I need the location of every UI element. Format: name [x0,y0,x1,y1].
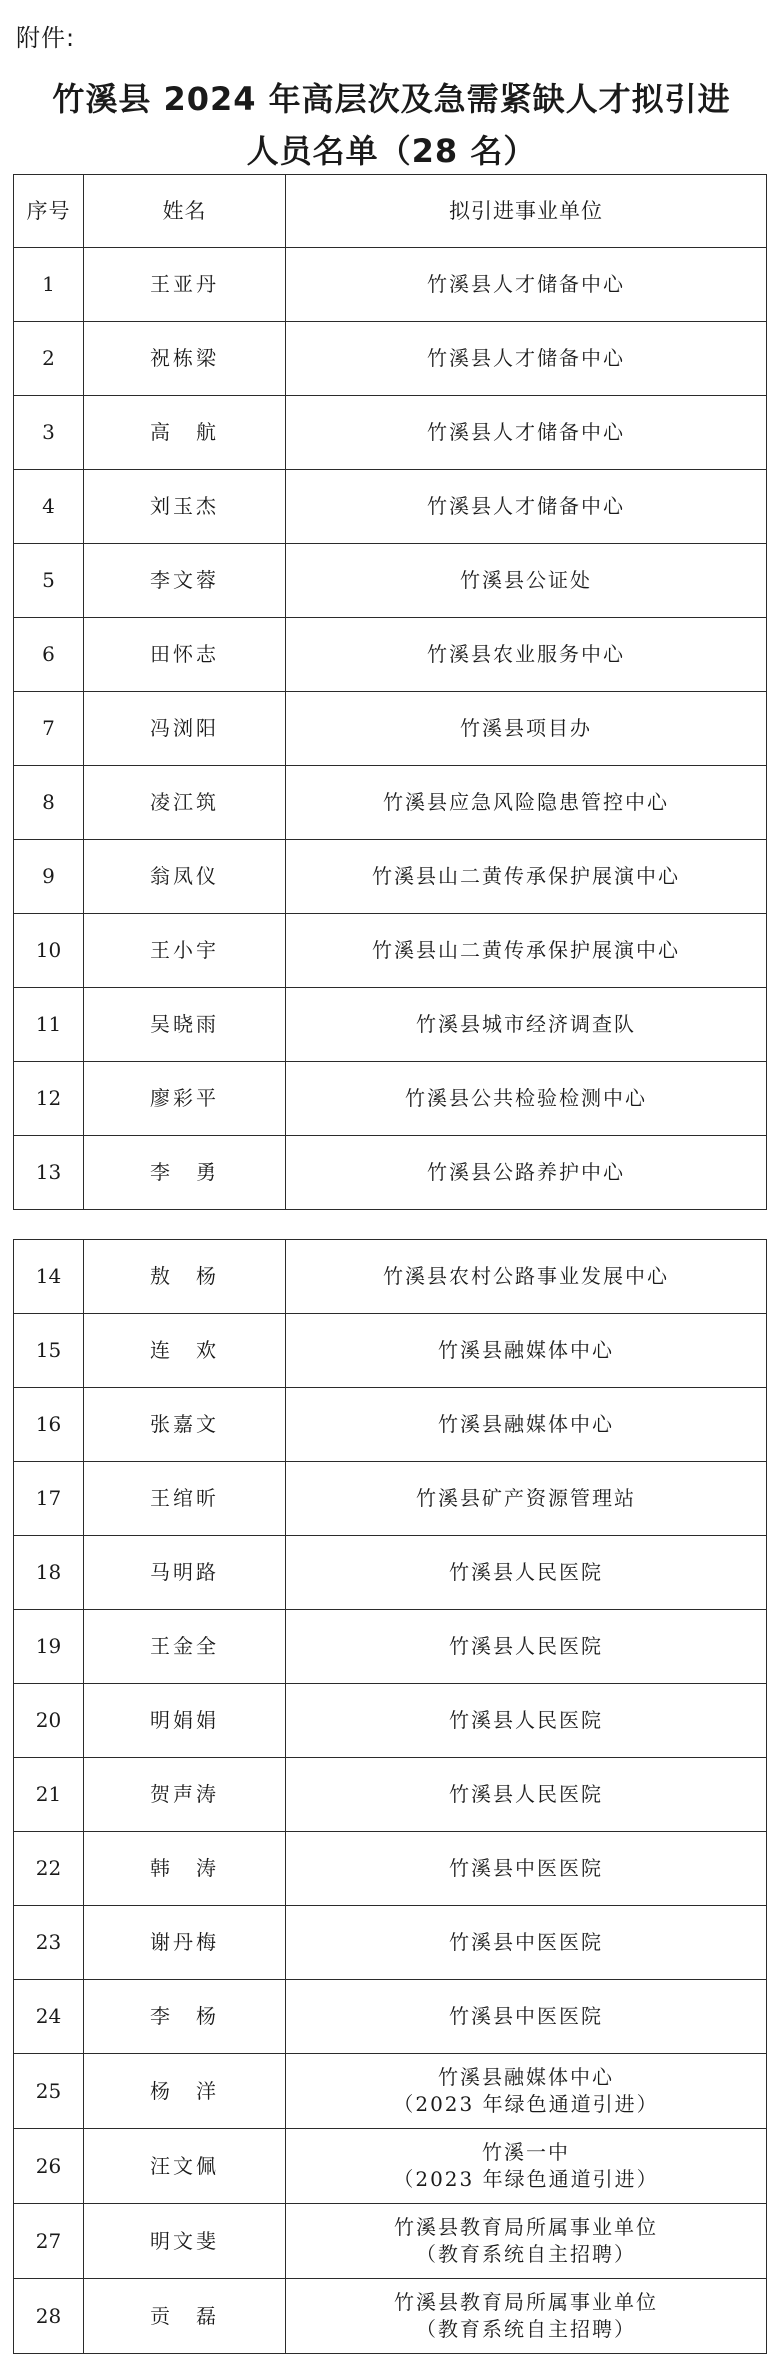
row-unit-line: 竹溪县人才储备中心 [427,494,625,518]
row-unit [286,1906,767,1980]
table-row [14,1536,767,1610]
row-unit-line: 竹溪县矿产资源管理站 [416,1486,636,1510]
row-index: 24 [14,1980,84,2054]
row-unit [286,1062,767,1136]
table-row [14,1240,767,1314]
table-row [14,1980,767,2054]
table-row [14,2204,767,2279]
table-row [14,1684,767,1758]
row-unit [286,1610,767,1684]
row-name: 韩 涛 [84,1832,286,1906]
row-unit-line: 竹溪县融媒体中心 [438,1338,614,1362]
row-index: 5 [14,544,84,618]
row-name: 吴晓雨 [84,988,286,1062]
row-unit [286,470,767,544]
row-name: 凌江筑 [84,766,286,840]
row-name: 翁凤仪 [84,840,286,914]
row-unit-line: 竹溪县中医医院 [449,1930,603,1954]
row-unit [286,2279,767,2354]
row-name: 马明路 [84,1536,286,1610]
row-unit [286,766,767,840]
table-row [14,544,767,618]
row-unit-line: 竹溪县人民医院 [449,1708,603,1732]
row-index: 2 [14,322,84,396]
table-row [14,914,767,988]
row-unit-line: 竹溪县农村公路事业发展中心 [383,1264,669,1288]
row-unit [286,248,767,322]
row-name: 刘玉杰 [84,470,286,544]
table-row [14,2129,767,2204]
row-unit-line: 竹溪县中医医院 [449,1856,603,1880]
table-row [14,396,767,470]
row-index: 28 [14,2279,84,2354]
row-unit-line: 竹溪县山二黄传承保护展演中心 [372,864,680,888]
row-unit-line: 竹溪县项目办 [460,716,592,740]
row-unit [286,2129,767,2204]
table-row [14,1462,767,1536]
row-name: 王绾昕 [84,1462,286,1536]
row-name: 王亚丹 [84,248,286,322]
row-index: 18 [14,1536,84,1610]
row-unit-line: 竹溪县山二黄传承保护展演中心 [372,938,680,962]
row-name: 李 勇 [84,1136,286,1210]
row-index: 16 [14,1388,84,1462]
row-name: 贡 磊 [84,2279,286,2354]
row-name: 谢丹梅 [84,1906,286,1980]
table-row [14,766,767,840]
page-title-line-1: 竹溪县 2024 年高层次及急需紧缺人才拟引进 [52,80,731,118]
row-unit [286,1980,767,2054]
row-name: 冯浏阳 [84,692,286,766]
table-header-row [14,175,767,248]
row-name: 王金全 [84,1610,286,1684]
row-index: 26 [14,2129,84,2204]
row-name: 李文蓉 [84,544,286,618]
row-name: 王小宇 [84,914,286,988]
row-unit [286,618,767,692]
row-unit [286,544,767,618]
row-unit-line: 竹溪县人民医院 [449,1560,603,1584]
row-unit-line: （教育系统自主招聘） [416,2242,636,2266]
row-index: 14 [14,1240,84,1314]
table-row [14,1314,767,1388]
row-index: 12 [14,1062,84,1136]
header-name: 姓名 [84,175,286,248]
table-row [14,1388,767,1462]
row-index: 27 [14,2204,84,2279]
row-index: 11 [14,988,84,1062]
row-name: 廖彩平 [84,1062,286,1136]
row-unit [286,1536,767,1610]
table-row [14,840,767,914]
row-unit [286,1462,767,1536]
row-index: 3 [14,396,84,470]
row-unit [286,914,767,988]
row-index: 25 [14,2054,84,2129]
row-unit [286,840,767,914]
row-name: 贺声涛 [84,1758,286,1832]
row-unit [286,396,767,470]
row-name: 李 杨 [84,1980,286,2054]
table-row [14,692,767,766]
row-name: 张嘉文 [84,1388,286,1462]
row-name: 杨 洋 [84,2054,286,2129]
row-unit-line: 竹溪县人才储备中心 [427,272,625,296]
header-index: 序号 [14,175,84,248]
row-index: 17 [14,1462,84,1536]
row-unit [286,322,767,396]
table-row [14,618,767,692]
row-name: 明文斐 [84,2204,286,2279]
header-unit: 拟引进事业单位 [286,175,767,248]
row-unit-line: 竹溪县人才储备中心 [427,420,625,444]
row-unit-line: 竹溪县城市经济调查队 [416,1012,636,1036]
row-unit-line: 竹溪县公路养护中心 [427,1160,625,1184]
row-unit-line: 竹溪县教育局所属事业单位 [394,2290,658,2314]
row-unit [286,1684,767,1758]
row-unit [286,2054,767,2129]
row-index: 1 [14,248,84,322]
table-row [14,1758,767,1832]
row-unit-line: 竹溪县应急风险隐患管控中心 [383,790,669,814]
row-index: 9 [14,840,84,914]
row-index: 10 [14,914,84,988]
roster-table-part-1 [13,174,767,1210]
table-row [14,2054,767,2129]
table-row [14,248,767,322]
page-title-line-2: 人员名单（28 名） [246,132,537,170]
row-index: 20 [14,1684,84,1758]
row-unit-line: 竹溪县公共检验检测中心 [405,1086,647,1110]
table-row [14,322,767,396]
row-unit [286,1314,767,1388]
row-unit [286,1240,767,1314]
table-row [14,1136,767,1210]
row-name: 汪文佩 [84,2129,286,2204]
row-name: 明娟娟 [84,1684,286,1758]
attachment-label: 附件: [16,24,76,52]
roster-table-part-2 [13,1239,767,2354]
row-unit-line: 竹溪县农业服务中心 [427,642,625,666]
row-index: 8 [14,766,84,840]
row-index: 23 [14,1906,84,1980]
row-unit [286,988,767,1062]
table-row [14,1610,767,1684]
row-unit-line: （2023 年绿色通道引进） [393,2167,659,2191]
row-unit-line: 竹溪县融媒体中心 [438,2065,614,2089]
row-name: 田怀志 [84,618,286,692]
row-unit-line: （教育系统自主招聘） [416,2317,636,2341]
table-row [14,1062,767,1136]
row-index: 13 [14,1136,84,1210]
row-unit [286,1388,767,1462]
row-unit [286,1832,767,1906]
row-unit-line: 竹溪县人才储备中心 [427,346,625,370]
row-unit-line: 竹溪县公证处 [460,568,592,592]
table-row [14,1906,767,1980]
row-unit [286,1136,767,1210]
table-row [14,988,767,1062]
row-index: 15 [14,1314,84,1388]
row-name: 敖 杨 [84,1240,286,1314]
row-unit-line: 竹溪县人民医院 [449,1782,603,1806]
row-unit-line: 竹溪县融媒体中心 [438,1412,614,1436]
row-index: 19 [14,1610,84,1684]
row-unit-line: （2023 年绿色通道引进） [393,2092,659,2116]
row-index: 6 [14,618,84,692]
row-unit [286,692,767,766]
row-index: 4 [14,470,84,544]
row-unit-line: 竹溪一中 [482,2140,570,2164]
table-row [14,2279,767,2354]
row-unit-line: 竹溪县教育局所属事业单位 [394,2215,658,2239]
row-unit [286,1758,767,1832]
row-unit-line: 竹溪县人民医院 [449,1634,603,1658]
table-row [14,1832,767,1906]
row-index: 22 [14,1832,84,1906]
row-unit-line: 竹溪县中医医院 [449,2004,603,2028]
row-index: 7 [14,692,84,766]
row-unit [286,2204,767,2279]
row-name: 高 航 [84,396,286,470]
table-row [14,470,767,544]
row-name: 祝栋梁 [84,322,286,396]
row-name: 连 欢 [84,1314,286,1388]
row-index: 21 [14,1758,84,1832]
